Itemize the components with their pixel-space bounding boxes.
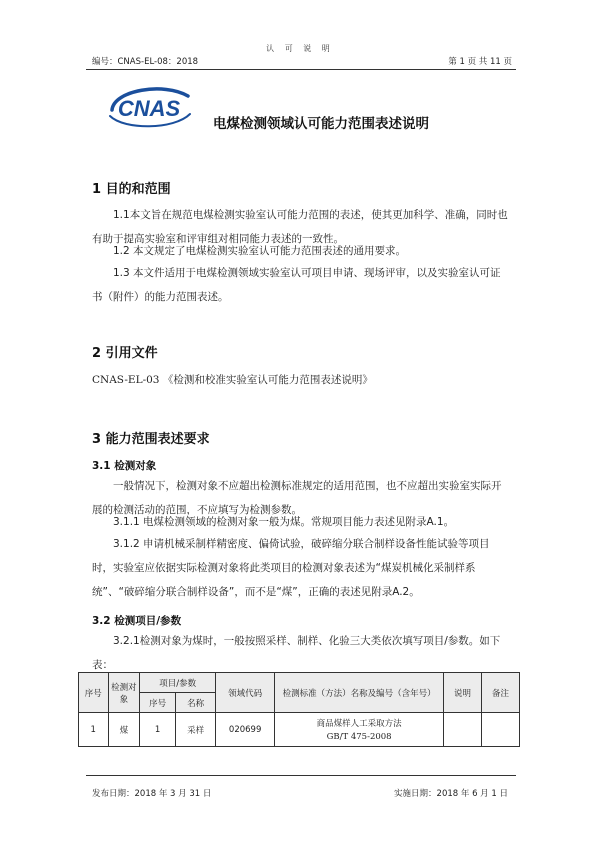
cell-standard [275,713,444,747]
paragraph-1-1: 1.1本文旨在规范电煤检测实验室认可能力范围的表述，使其更加科学、准确，同时也有助于提高实验室和评审组对相同能力表述的一致性。 [92,209,508,245]
footer-divider [86,775,516,776]
issue-date: 发布日期：2018 年 3 月 31 日 [92,789,212,799]
reference-document: CNAS-EL-03 《检测和校准实验室认可能力范围表述说明》 [92,374,373,386]
cell-item-seq: 1 [140,713,176,747]
cell-item-name: 采样 [176,713,216,747]
page-info: 第 1 页 共 11 页 [448,57,512,67]
standard-code: GB/T 475-2008 [326,732,392,742]
document-code: 编号：CNAS-EL-08：2018 [92,57,199,67]
header-field-code: 领域代码 [216,673,275,713]
section-heading-3: 3 能力范围表述要求 [92,432,210,447]
cell-object: 煤 [108,713,140,747]
header-standard: 检测标准（方法）名称及编号（含年号） [275,673,444,713]
cell-limit [443,713,481,747]
header-seq: 序号 [79,673,109,713]
cell-seq: 1 [79,713,109,747]
header-item-name: 名称 [176,693,216,713]
header-label: 认 可 说 明 [266,44,334,53]
paragraph-3-1-2: 3.1.2 申请机械采制样精密度、偏倚试验，破碎缩分联合制样设备性能试验等项目时，实验室应依据实际检测对象将此类项目的检测对象表述为“煤炭机械化采制样系统”、“破碎缩分联合制样设备”，而不是“煤”，正确的表述见附录A.2。 [92,538,490,598]
cell-note [481,713,519,747]
capability-table [78,672,520,747]
header-item: 项目/参数 [140,673,216,693]
cnas-logo [104,80,194,132]
document-title: 电煤检测领域认可能力范围表述说明 [213,116,429,132]
effective-date: 实施日期：2018 年 6 月 1 日 [394,789,508,799]
subsection-heading-3-1: 3.1 检测对象 [92,460,157,472]
header-object: 检测对象 [108,673,140,713]
header-item-seq: 序号 [140,693,176,713]
header-limit: 说明 [443,673,481,713]
table-row [79,713,520,747]
cell-field-code: 020699 [216,713,275,747]
logo-text: CNAS [117,96,181,121]
standard-name: 商品煤样人工采取方法 [316,719,402,729]
header-note: 备注 [481,673,519,713]
header-divider [86,69,516,70]
section-heading-2: 2 引用文件 [92,346,158,361]
subsection-heading-3-2: 3.2 检测项目/参数 [92,615,182,627]
paragraph-3-1: 一般情况下，检测对象不应超出检测标准规定的适用范围，也不应超出实验室实际开展的检测活动的范围，不应填写为检测参数。 [92,480,502,516]
paragraph-1-2: 1.2 本文规定了电煤检测实验室认可能力范围表述的通用要求。 [113,245,407,257]
section-heading-1: 1 目的和范围 [92,182,171,197]
paragraph-3-1-1: 3.1.1 电煤检测领域的检测对象一般为煤。常规项目能力表述见附录A.1。 [113,516,455,528]
paragraph-1-3: 1.3 本文件适用于电煤检测领域实验室认可项目申请、现场评审，以及实验室认可证书（附件）的能力范围表述。 [92,267,501,303]
paragraph-3-2-1: 3.2.1检测对象为煤时，一般按照采样、制样、化验三大类依次填写项目/参数。如下表： [92,635,501,671]
